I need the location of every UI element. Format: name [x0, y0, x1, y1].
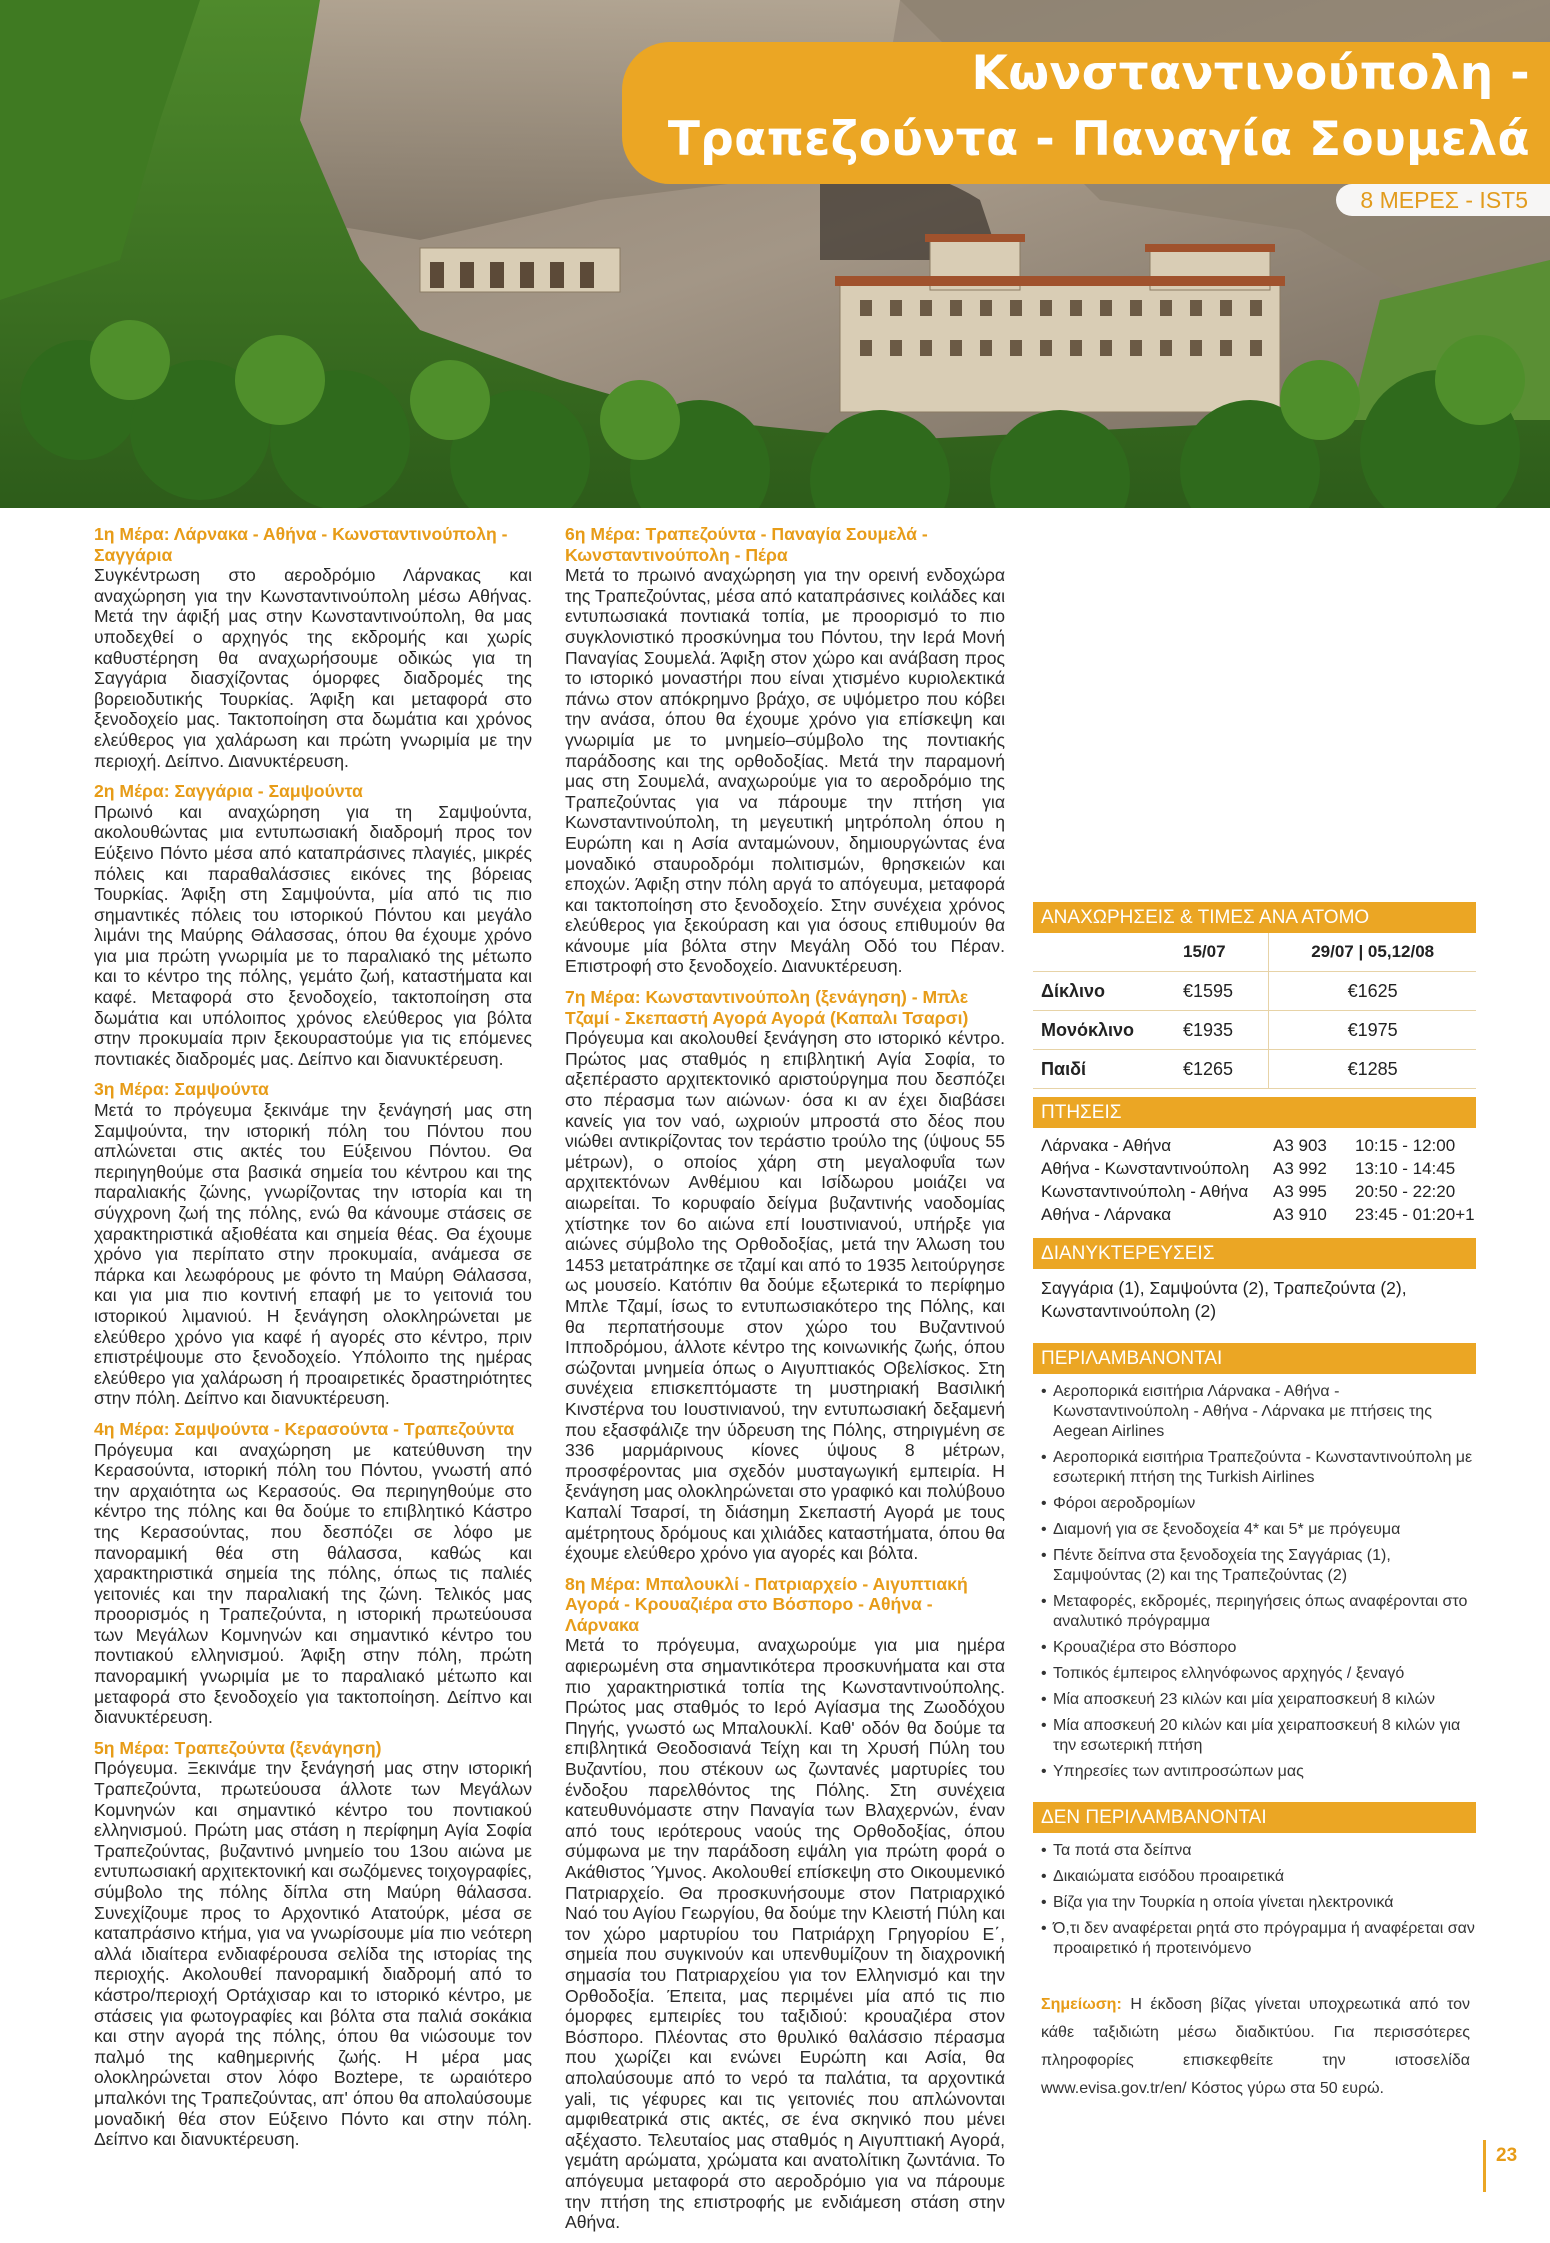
day-7 — [565, 987, 1005, 1564]
note-text: Η έκδοση βίζας γίνεται υποχρεωτικά από τον κάθε ταξιδιώτη μέσω διαδικτύου. Για περισσότερες πληροφορίες επισκεφθείτε την ιστοσελίδα www.evisa.gov.tr/en/ Κόστος γύρω στα 50 ευρώ. — [1041, 1996, 1470, 2097]
tour-title-line1: Κωνσταντινούπολη - — [971, 46, 1530, 101]
list-item: • Υπηρεσίες των αντιπροσώπων μας — [1041, 1762, 1476, 1782]
day-text: Μετά το πρόγευμα, αναχωρούμε για μια ημέρα αφιερωμένη στα σημαντικότερα προσκυνήματα και στα πιο χαρακτηριστικά τοπία της Κωνσταντινούπολης. Πρώτος μας σταθμός το Ιερό Αγίασμα της Ζωοδόχου Πηγής, γνωστό ως Μπαλουκλί. Καθ' οδόν θα δούμε τα επιβλητικά Θεοδοσιανά Τείχη και τη Χρυσή Πύλη του Βυζαντίου, που στέκουν ως ζωντανές μαρτυρίες του ένδοξου παρελθόντος της Πόλης. Στη συνέχεια κατευθυνόμαστε στην Παναγία των Βλαχερνών, έναν από τους ιερότερους ναούς της Ορθοδοξίας, όπου σύμφωνα με την παράδοση εψάλη για πρώτη φορά ο Ακάθιστος Ύμνος. Ακολουθεί επίσκεψη στο Οικουμενικό Πατριαρχείο. Θα προσκυνήσουμε στον Πατριαρχικό Ναό του Αγίου Γεωργίου, θα δούμε την Κλειστή Πύλη και τον χώρο μαρτυρίου του Πατριάρχη Γρηγορίου Ε΄, σημεία που συγκινούν και υπενθυμίζουν τη διαχρονική σημασία του Πατριαρχείου για τον Ελληνισμό και την Ορθοδοξία. Έπειτα, μας περιμένει μία από τις πιο όμορφες εμπειρίες του ταξιδιού: κρουαζιέρα στον Βόσπορο. Πλέοντας στο θρυλικό θαλάσσιο πέρασμα που χωρίζει και ενώνει Ευρώπη και Ασία, θα απολαύσουμε από το νερό τα παλάτια, τα αρχοντικά yali, τις γέφυρες και τις γειτονιές που απλώνονται αμφιθεατρικά στις ακτές, σε ένα σκηνικό που μένει αξέχαστο. Τελευταίος μας σταθμός η Αιγυπτιακή Αγορά, γεμάτη αρώματα, χρώματα και ανατολίτικη ζωντάνια. Το απόγευμα μεταφορά στο αεροδρόμιο για να πάρουμε την πτήση της επιστροφής με ενδιάμεση στάση στην Αθήνα. — [565, 1635, 1005, 2233]
overnights-text: Σαγγάρια (1), Σαμψούντα (2), Τραπεζούντα (2), Κωνσταντινούπολη (2) — [1041, 1278, 1407, 1321]
included-list — [1033, 1374, 1476, 1794]
list-item: • Τα ποτά στα δείπνα — [1041, 1841, 1476, 1861]
flight-code: A3 992 — [1273, 1159, 1327, 1178]
day-1 — [94, 524, 532, 771]
list-item: • Αεροπορικά εισιτήρια Λάρνακα - Αθήνα - Κωνσταντινούπολη - Αθήνα - Λάρνακα με πτήσεις της Aegean Airlines — [1041, 1382, 1476, 1442]
note-label: Σημείωση: — [1041, 1996, 1122, 2013]
list-item: • Μία αποσκευή 23 κιλών και μία χειραποσκευή 8 κιλών — [1041, 1690, 1476, 1710]
day-title: 7η Μέρα: Κωνσταντινούπολη (ξενάγηση) - Μπλε Τζαμί - Σκεπαστή Αγορά Αγορά (Καπαλι Τσαρσι) — [565, 987, 969, 1028]
prices-heading: ΑΝΑΧΩΡΗΣΕΙΣ & ΤΙΜΕΣ ΑΝΑ ΑΤΟΜΟ — [1033, 902, 1476, 933]
flight-route: Αθήνα - Κωνσταντινούπολη — [1041, 1159, 1250, 1178]
flight-route: Αθήνα - Λάρνακα — [1041, 1205, 1172, 1224]
overnights-heading: ΔΙΑΝΥΚΤΕΡΕΥΣΕΙΣ — [1033, 1238, 1476, 1269]
page-number: 23 — [1483, 2140, 1550, 2192]
flights-list — [1033, 1128, 1476, 1230]
flight-route: Κωνσταντινούπολη - Αθήνα — [1041, 1182, 1249, 1201]
flight-row — [1041, 1203, 1476, 1226]
not-included-list — [1033, 1833, 1476, 1971]
list-item: • Τοπικός έμπειρος ελληνόφωνος αρχηγός / ξεναγό — [1041, 1664, 1476, 1684]
price-cell: €1975 — [1269, 1011, 1476, 1050]
list-item: • Φόροι αεροδρομίων — [1041, 1494, 1476, 1514]
price-col-header: 15/07 — [1182, 933, 1269, 972]
not-included-heading: ΔΕΝ ΠΕΡΙΛΑΜΒΑΝΟΝΤΑΙ — [1033, 1802, 1476, 1833]
flight-time: 10:15 - 12:00 — [1355, 1136, 1456, 1155]
day-text: Πρόγευμα και ακολουθεί ξενάγηση στο ιστορικό κέντρο. Πρώτος μας σταθμός η επιβλητική Αγία Σοφία, το αξεπέραστο αρχιτεκτονικό αριστούργημα που δεσπόζει στο πέρασμα των αιώνων· όσα κι αν έχει διαβάσει κανείς για τον ναό, ωχριούν μπροστά στο δέος που νιώθει αντικρίζοντας τον τεράστιο τρούλο της (ύψους 55 μέτρων), ο οποίος χάρη στη μεγαλοφυΐα των αρχιτεκτόνων Ανθέμιου και Ισίδωρου μοιάζει να αιωρείται. Το κορυφαίο δείγμα βυζαντινής ναοδομίας χτίστηκε τον 6ο αιώνα επί Ιουστινιανού, υπήρξε για αιώνες σύμβολο της Ορθοδοξίας, μετά την Άλωση του 1453 μετατράπηκε σε τζαμί και από το 1935 λειτούργησε ως μουσείο. Κατόπιν θα δούμε εξωτερικά το περίφημο Μπλε Τζαμί, ίσως το εντυπωσιακότερο της Πόλης, και θα περπατήσουμε στον χώρο του Βυζαντινού Ιπποδρόμου, άλλοτε κέντρο της κοινωνικής ζωής, όπου σώζονται μνημεία όπως ο Αιγυπτιακός Οβελίσκος. Στη συνέχεια επισκεπτόμαστε τη μυστηριακή Βασιλική Κινστέρνα του Ιουστινιανού, την εντυπωσιακή δεξαμενή που εξασφάλιζε την ύδρευση της Πόλης, στηριγμένη σε 336 μαρμάρινους κίονες ύψους 8 μέτρων, προσφέροντας μια σχεδόν μυσταγωγική εμπειρία. Η ξενάγηση μας ολοκληρώνεται στο γραφικό και πολύβουο Καπαλί Τσαρσί, τη διάσημη Σκεπαστή Αγορά με τους αμέτρητους δρόμους και χιλιάδες καταστήματα, όπου θα έχουμε ελεύθερο χρόνο για αγορές και βόλτα. — [565, 1028, 1005, 1564]
day-title: 4η Μέρα: Σαμψούντα - Κερασούντα - Τραπεζούντα — [94, 1418, 515, 1439]
list-item: • Βίζα για την Τουρκία η οποία γίνεται ηλεκτρονικά — [1041, 1893, 1476, 1913]
day-8 — [565, 1574, 1005, 2233]
tour-title-line2: Τραπεζούντα - Παναγία Σουμελά — [667, 112, 1530, 167]
day-6 — [565, 524, 1005, 977]
flight-time: 20:50 - 22:20 — [1355, 1182, 1456, 1201]
price-cell: €1265 — [1182, 1050, 1269, 1089]
flight-row — [1041, 1157, 1476, 1180]
flight-row — [1041, 1180, 1476, 1203]
list-item: • Διαμονή για σε ξενοδοχεία 4* και 5* με πρόγευμα — [1041, 1520, 1476, 1540]
prices-corner — [1033, 933, 1182, 972]
day-text: Πρόγευμα και αναχώρηση με κατεύθυνση την Κερασούντα, ιστορική πόλη του Πόντου, γνωστή από την αρχαιότητα ως Κερασούς. Θα περιηγηθούμε στο κέντρο της πόλης και θα δούμε το επιβλητικό Κάστρο της Κερασούντας, που δεσπόζει σε λόφο με πανοραμική θέα στη θάλασσα, καθώς και χαρακτηριστικά σημεία της πόλης, όπως τις παλιές γειτονιές και την παραλιακή της ζώνη. Τελικός μας προορισμός η Τραπεζούντα, η ιστορική πρωτεύουσα των Μεγάλων Κομνηνών και σημαντικό κέντρο του ποντιακού ελληνισμού. Άφιξη στην πόλη, πρώτη πανοραμική γνωριμία με το παραλιακό μέτωπο και μεταφορά στο ξενοδοχείο για τακτοποίηση. Δείπνο και διανυκτέρευση. — [94, 1439, 532, 1728]
price-col-header: 29/07 | 05,12/08 — [1269, 933, 1476, 972]
flight-route: Λάρνακα - Αθήνα — [1041, 1136, 1172, 1155]
table-row — [1033, 972, 1476, 1011]
price-cell: €1935 — [1182, 1011, 1269, 1050]
day-title: 5η Μέρα: Τραπεζούντα (ξενάγηση) — [94, 1737, 382, 1758]
prices-table — [1033, 933, 1476, 1089]
room-type: Δίκλινο — [1033, 972, 1182, 1011]
list-item: • Μία αποσκευή 20 κιλών και μία χειραποσκευή 8 κιλών για την εσωτερική πτήση — [1041, 1716, 1476, 1756]
day-text: Συγκέντρωση στο αεροδρόμιο Λάρνακας και αναχώρηση για την Κωνσταντινούπολη μέσω Αθήνας. Μετά την άφιξή μας στην Κωνσταντινούπολη, θα μας υποδεχθεί ο αρχηγός της εκδρομής και χωρίς καθυστέρηση θα αναχωρήσουμε οδικώς για τη Σαγγάρια διασχίζοντας όμορφες διαδρομές της βορειοδυτικής Τουρκίας. Άφιξη και μεταφορά στο ξενοδοχείο μας. Τακτοποίηση στα δωμάτια και χρόνος ελεύθερος για χαλάρωση και πρώτη γνωριμία με την περιοχή. Δείπνο. Διανυκτέρευση. — [94, 565, 532, 771]
flights-heading: ΠΤΗΣΕΙΣ — [1033, 1097, 1476, 1128]
flight-code: A3 903 — [1273, 1136, 1327, 1155]
room-type: Παιδί — [1033, 1050, 1182, 1089]
prices-header-row — [1033, 933, 1476, 972]
visa-note — [1033, 1983, 1476, 2103]
list-item: • Ό,τι δεν αναφέρεται ρητά στο πρόγραμμα ή αναφέρεται σαν προαιρετικό ή προτεινόμενο — [1041, 1919, 1476, 1959]
list-item: • Κρουαζιέρα στο Βόσπορο — [1041, 1638, 1476, 1658]
day-title: 1η Μέρα: Λάρνακα - Αθήνα - Κωνσταντινούπολη - Σαγγάρια — [94, 524, 508, 565]
tour-info-panel — [1033, 902, 1476, 2103]
table-row — [1033, 1011, 1476, 1050]
day-title: 3η Μέρα: Σαμψούντα — [94, 1079, 269, 1100]
day-text: Μετά το πρωινό αναχώρηση για την ορεινή ενδοχώρα της Τραπεζούντας, μέσα από καταπράσινες κοιλάδες και εντυπωσιακά ποντιακά τοπία, με προορισμό το πιο συγκλονιστικό προσκύνημα του Πόντου, την Ιερά Μονή Παναγίας Σουμελά. Άφιξη στον χώρο και ανάβαση προς το ιστορικό μοναστήρι που είναι χτισμένο κυριολεκτικά πάνω στον απόκρημνο βράχο, σε υψόμετρο που κόβει την ανάσα, όπου θα έχουμε χρόνο για επίσκεψη και γνωριμία με το μνημείο–σύμβολο της ποντιακής παράδοσης και της ορθοδοξίας. Μετά την παραμονή μας στη Σουμελά, αναχωρούμε για το αεροδρόμιο της Τραπεζούντας για να πάρουμε την πτήση για Κωνσταντινούπολη, τη μεγευτική μητρόπολη όπου η Ευρώπη και η Ασία ανταμώνουν, δημιουργώντας ένα μοναδικό σταυροδρόμι πολιτισμών, θρησκειών και εποχών. Άφιξη στην πόλη αργά το απόγευμα, μεταφορά και τακτοποίηση στο ξενοδοχείο. Στην συνέχεια χρόνος ελεύθερος για ξεκούραση και για όσους επιθυμούν θα κάνουμε μία βόλτα στην Μεγάλη Οδό του Πέραν. Επιστροφή στο ξενοδοχείο. Διανυκτέρευση. — [565, 565, 1005, 977]
flight-code: A3 995 — [1273, 1182, 1327, 1201]
table-row — [1033, 1050, 1476, 1089]
included-heading: ΠΕΡΙΛΑΜΒΑΝΟΝΤΑΙ — [1033, 1343, 1476, 1374]
itinerary-column-2 — [565, 524, 1005, 2243]
list-item: • Μεταφορές, εκδρομές, περιηγήσεις όπως αναφέρονται στο αναλυτικό πρόγραμμα — [1041, 1592, 1476, 1632]
day-title: 2η Μέρα: Σαγγάρια - Σαμψούντα — [94, 781, 363, 802]
day-3 — [94, 1079, 532, 1409]
day-text: Πρόγευμα. Ξεκινάμε την ξενάγησή μας στην ιστορική Τραπεζούντα, πρωτεύουσα άλλοτε των Μεγάλων Κομνηνών και σημαντικό κέντρο του ποντιακού ελληνισμού. Πρώτη μας στάση η περίφημη Αγία Σοφία Τραπεζούντας, βυζαντινό μνημείο του 13ου αιώνα με εντυπωσιακή αρχιτεκτονική και σωζόμενες τοιχογραφίες, σύμβολο της πόλης δίπλα στη Μαύρη θάλασσα. Συνεχίζουμε προς το Αρχοντικό Ατατούρκ, μέσα σε καταπράσινο κτήμα, για να γνωρίσουμε μία πιο νεότερη αλλά ιδιαίτερα ενδιαφέρουσα σελίδα της ιστορίας της περιοχής. Ακολουθεί πανοραμική διαδρομή από το κάστρο/περιοχή Ορτάχισαρ και το ιστορικό κέντρο, με στάσεις για φωτογραφίες και βόλτα στα παλιά σοκάκια και στην αγορά της πόλης, όπου θα νιώσουμε τον παλμό της καθημερινής ζωής. Η μέρα μας ολοκληρώνεται στον λόφο Boztepe, τε ωραιότερο μπαλκόνι της Τραπεζούντας, απ' όπου θα απολαύσουμε μοναδική θέα στον Εύξεινο Πόντο και στην πόλη. Δείπνο και διανυκτέρευση. — [94, 1758, 532, 2150]
day-5 — [94, 1738, 532, 2150]
day-title: 8η Μέρα: Μπαλουκλί - Πατριαρχείο - Αιγυπτιακή Αγορά - Κρουαζιέρα στο Βόσπορο - Αθήνα - Λάρνακα — [565, 1573, 968, 1635]
day-4 — [94, 1419, 532, 1728]
day-text: Μετά το πρόγευμα ξεκινάμε την ξενάγησή μας στη Σαμψούντα, την ιστορική πόλη του Πόντου που απλώνεται στις ακτές του Εύξεινου Πόντου. Θα περιηγηθούμε στα βασικά σημεία του κέντρου και της παραλιακής ζώνης, γνωρίζοντας την ιστορία και τη σύγχρονη ζωή της πόλης, ενώ θα κάνουμε στάσεις σε χαρακτηριστικά αξιοθέατα και σημεία θέας. Θα έχουμε χρόνο για περίπατο στην προκυμαία, ανάμεσα σε πάρκα και λεωφόρους με φόντο τη Μαύρη Θάλασσα, και για μια πιο κοντινή επαφή με το γειτονιά του ιστορικού λιμανιού. Η ξενάγηση ολοκληρώνεται με ελεύθερο χρόνο για καφέ ή αγορές στο κέντρο, πριν επιστρέψουμε στο ξενοδοχείο. Υπόλοιπο της ημέρας ελεύθερο για χαλάρωση ή προαιρετικές δραστηριότητες στην πόλη. Δείπνο και διανυκτέρευση. — [94, 1100, 532, 1409]
price-cell: €1285 — [1269, 1050, 1476, 1089]
day-text: Πρωινό και αναχώρηση για τη Σαμψούντα, ακολουθώντας μια εντυπωσιακή διαδρομή προς τον Εύξεινο Πόντο μέσα από καταπράσινες πλαγιές, μικρές πόλεις και παραθαλάσσιες εικόνες της βόρειας Τουρκίας. Άφιξη στη Σαμψούντα, μία από τις πιο σημαντικές πόλεις του ιστορικού Πόντου και μεγάλο λιμάνι της Μαύρης Θάλασσας, όπου θα έχουμε χρόνο για μια πρώτη γνωριμία με το παραλιακό της μέτωπο και το κέντρο της πόλης, γεμάτο ζωή, καταστήματα και καφέ. Μεταφορά στο ξενοδοχείο, τακτοποίηση στα δωμάτια και υπόλοιπος χρόνος ελεύθερος για βόλτα στην προκυμαία πριν ξεκουραστούμε για τις επόμενες ποντιακές διαδρομές μας. Δείπνο και διανυκτέρευση. — [94, 801, 532, 1069]
day-title: 6η Μέρα: Τραπεζούντα - Παναγία Σουμελά - Κωνσταντινούπολη - Πέρα — [565, 524, 928, 565]
price-cell: €1625 — [1269, 972, 1476, 1011]
room-type: Μονόκλινο — [1033, 1011, 1182, 1050]
list-item: • Δικαιώματα εισόδου προαιρετικά — [1041, 1867, 1476, 1887]
list-item: • Αεροπορικά εισιτήρια Τραπεζούντα - Κωνσταντινούπολη με εσωτερική πτήση της Turkish Airlines — [1041, 1448, 1476, 1488]
day-2 — [94, 781, 532, 1069]
flight-time: 13:10 - 14:45 — [1355, 1159, 1456, 1178]
price-cell: €1595 — [1182, 972, 1269, 1011]
tour-code-badge: 8 ΜΕΡΕΣ - IST5 — [1336, 184, 1550, 216]
list-item: • Πέντε δείπνα στα ξενοδοχεία της Σαγγάριας (1), Σαμψούντας (2) και της Τραπεζούντας (2) — [1041, 1546, 1476, 1586]
flight-code: A3 910 — [1273, 1205, 1327, 1224]
itinerary-column-1 — [94, 524, 532, 2160]
flight-time: 23:45 - 01:20+1 — [1355, 1205, 1475, 1224]
flight-row — [1041, 1134, 1476, 1157]
